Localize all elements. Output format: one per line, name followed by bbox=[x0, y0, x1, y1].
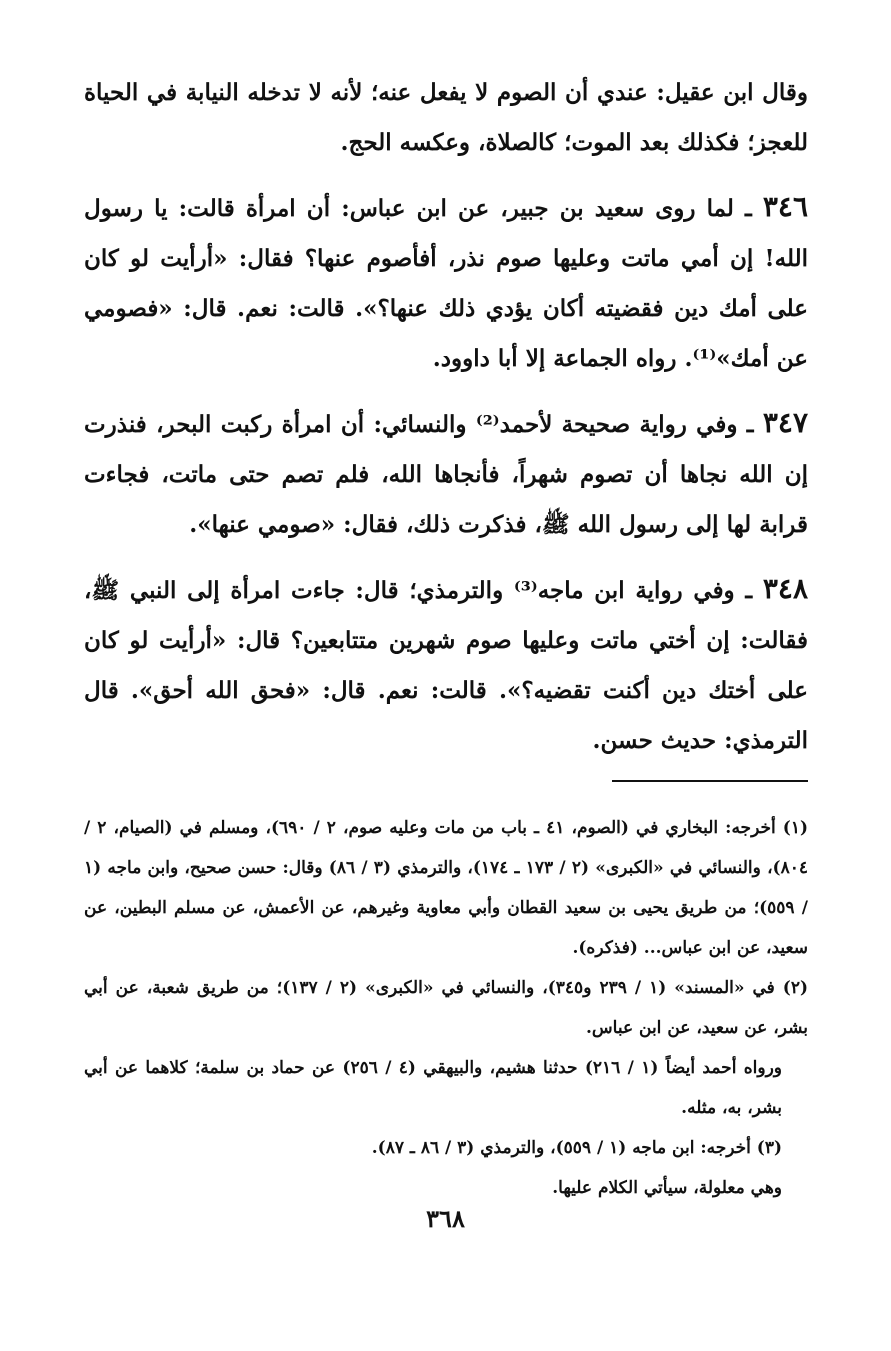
main-text bbox=[84, 68, 808, 766]
footnote-3-continued: وهي معلولة، سيأتي الكلام عليها. bbox=[552, 1178, 782, 1198]
page-body bbox=[84, 68, 808, 1208]
footnote-separator bbox=[612, 780, 808, 782]
footnotes bbox=[84, 808, 808, 1208]
paragraph-text: ـ وفي رواية صحيحة لأحمد⁽²⁾ والنسائي: أن امرأة ركبت البحر، فنذرت إن الله نجاها أن تصوم شهراً، فأنجاها الله، فلم تصم حتى ماتت، فجاءت قرابة لها إلى رسول الله ﷺ، فذكرت ذلك، فقال: «صومي عنها». bbox=[84, 411, 808, 538]
paragraph-text: ـ وفي رواية ابن ماجه⁽³⁾ والترمذي؛ قال: جاءت امرأة إلى النبي ﷺ، فقالت: إن أختي ماتت وعليها صوم شهرين متتابعين؟ قال: «أرأيت لو كان على أختك دين أكنت تقضيه؟». قالت: نعم. قال: «فحق الله أحق». قال الترمذي: حديث حسن. bbox=[84, 577, 808, 754]
paragraph-number: ٣٤٦ bbox=[762, 190, 808, 223]
page-number: ٣٦٨ bbox=[426, 1204, 465, 1233]
paragraph-347 bbox=[84, 398, 808, 550]
footnote-1: (١) أخرجه: البخاري في (الصوم، ٤١ ـ باب من مات وعليه صوم، ٢ / ٦٩٠)، ومسلم في (الصيام، ٢ / ٨٠٤)، والنسائي في «الكبرى» (٢ / ١٧٣ ـ ١٧٤)، والترمذي (٣ / ٨٦) وقال: حسن صحيح، وابن ماجه (١ / ٥٥٩)؛ من طريق يحيى بن سعيد القطان وأبي معاوية وغيرهم، عن الأعمش، عن مسلم البطين، عن سعيد، عن ابن عباس... (فذكره). bbox=[84, 818, 809, 958]
paragraph-348 bbox=[84, 564, 808, 766]
paragraph-text: ـ لما روى سعيد بن جبير، عن ابن عباس: أن امرأة قالت: يا رسول الله! إن أمي ماتت وعليها صوم نذر، أفأصوم عنها؟ فقال: «أرأيت لو كان على أمك دين فقضيته أكان يؤدي ذلك عنها؟». قالت: نعم. قال: «فصومي عن أمك»⁽¹⁾. رواه الجماعة إلا أبا داوود. bbox=[84, 195, 808, 372]
footnote-3: (٣) أخرجه: ابن ماجه (١ / ٥٥٩)، والترمذي (٣ / ٨٦ ـ ٨٧). bbox=[371, 1138, 782, 1158]
paragraph-intro: وقال ابن عقيل: عندي أن الصوم لا يفعل عنه؛ لأنه لا تدخله النيابة في الحياة للعجز؛ فكذلك بعد الموت؛ كالصلاة، وعكسه الحج. bbox=[84, 79, 808, 156]
paragraph-346 bbox=[84, 182, 808, 384]
paragraph-number: ٣٤٧ bbox=[762, 406, 809, 439]
footnote-2: (٢) في «المسند» (١ / ٢٣٩ و٣٤٥)، والنسائي في «الكبرى» (٢ / ١٣٧)؛ من طريق شعبة، عن أبي بشر، عن سعيد، عن ابن عباس. bbox=[84, 978, 809, 1038]
footnote-2-continued: ورواه أحمد أيضاً (١ / ٢١٦) حدثنا هشيم، والبيهقي (٤ / ٢٥٦) عن حماد بن سلمة؛ كلاهما عن أبي بشر، به، مثله. bbox=[84, 1058, 783, 1118]
paragraph-number: ٣٤٨ bbox=[762, 572, 808, 605]
